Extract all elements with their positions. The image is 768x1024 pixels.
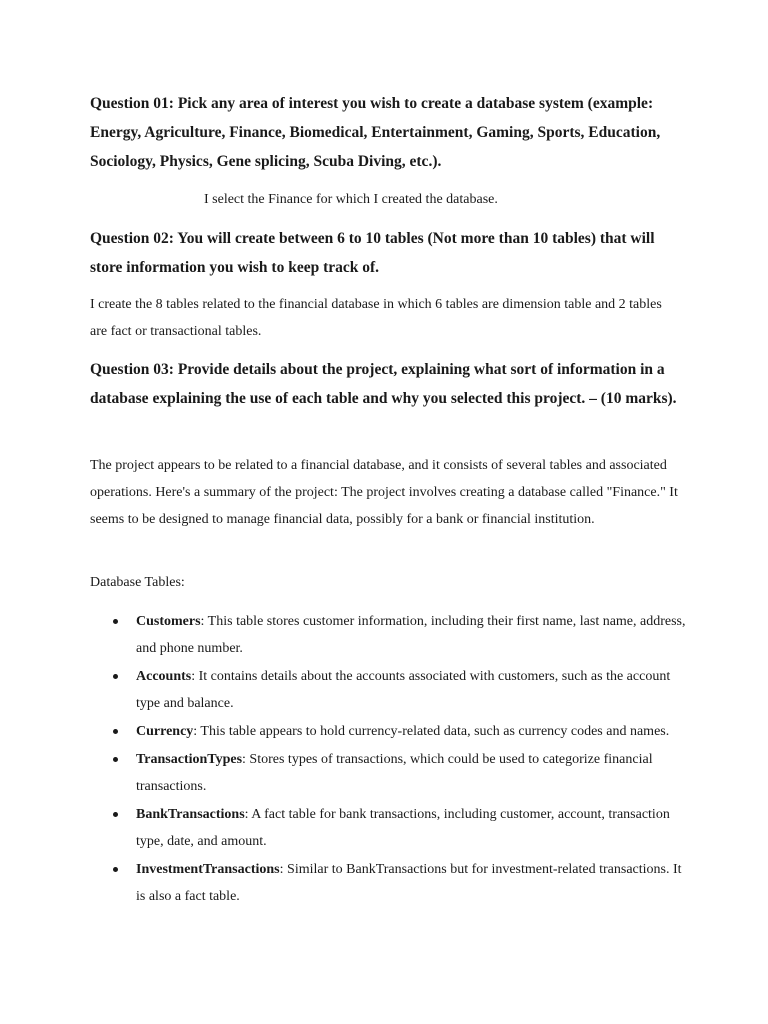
question-02: Question 02: You will create between 6 to 10 tables (Not more than 10 tables) that will store information you wish to keep track of.	[90, 230, 655, 276]
table-description: : Stores types of transactions, which could be used to categorize financial transactions.	[136, 752, 653, 794]
list-item-accounts	[90, 663, 690, 717]
table-description: : It contains details about the accounts associated with customers, such as the account type and balance.	[136, 669, 671, 711]
database-tables-heading: Database Tables:	[90, 575, 185, 590]
bullet-icon	[113, 757, 118, 762]
table-description: : This table appears to hold currency-related data, such as currency codes and names.	[193, 724, 670, 739]
question-03: Question 03: Provide details about the project, explaining what sort of information in a database explaining the use of each table and why you selected this project. – (10 marks).	[90, 361, 677, 407]
answer-01: I select the Finance for which I created the database.	[204, 192, 498, 207]
table-name: BankTransactions	[136, 807, 245, 822]
list-item-investmenttransactions	[90, 856, 690, 910]
bullet-icon	[113, 867, 118, 872]
bullet-icon	[113, 729, 118, 734]
question-01: Question 01: Pick any area of interest you wish to create a database system (example: Energy, Agriculture, Finance, Biomedical, Entertainment, Gaming, Sports, Education, Sociology, Physics, Gene splicing, Scuba Diving, etc.).	[90, 95, 661, 170]
database-tables-list	[90, 608, 690, 911]
list-item-customers	[90, 608, 690, 662]
bullet-icon	[113, 674, 118, 679]
answer-02: I create the 8 tables related to the financial database in which 6 tables are dimension table and 2 tables are fact or transactional tables.	[90, 297, 662, 339]
table-name: InvestmentTransactions	[136, 862, 280, 877]
bullet-icon	[113, 812, 118, 817]
table-description: : This table stores customer information, including their first name, last name, address, and phone number.	[136, 614, 686, 656]
table-description: : A fact table for bank transactions, including customer, account, transaction type, date, and amount.	[136, 807, 670, 849]
bullet-icon	[113, 619, 118, 624]
answer-03: The project appears to be related to a financial database, and it consists of several tables and associated operations. Here's a summary of the project: The project involves creating a database called "Finance." It seems to be designed to manage financial data, possibly for a bank or financial institution.	[90, 458, 678, 527]
list-item-banktransactions	[90, 801, 690, 855]
list-item-transactiontypes	[90, 746, 690, 800]
table-name: Customers	[136, 614, 201, 629]
list-item-currency	[90, 718, 690, 745]
table-name: Currency	[136, 724, 194, 739]
table-name: Accounts	[136, 669, 192, 684]
table-name: TransactionTypes	[136, 752, 243, 767]
table-description: : Similar to BankTransactions but for investment-related transactions. It is also a fact table.	[136, 862, 682, 904]
